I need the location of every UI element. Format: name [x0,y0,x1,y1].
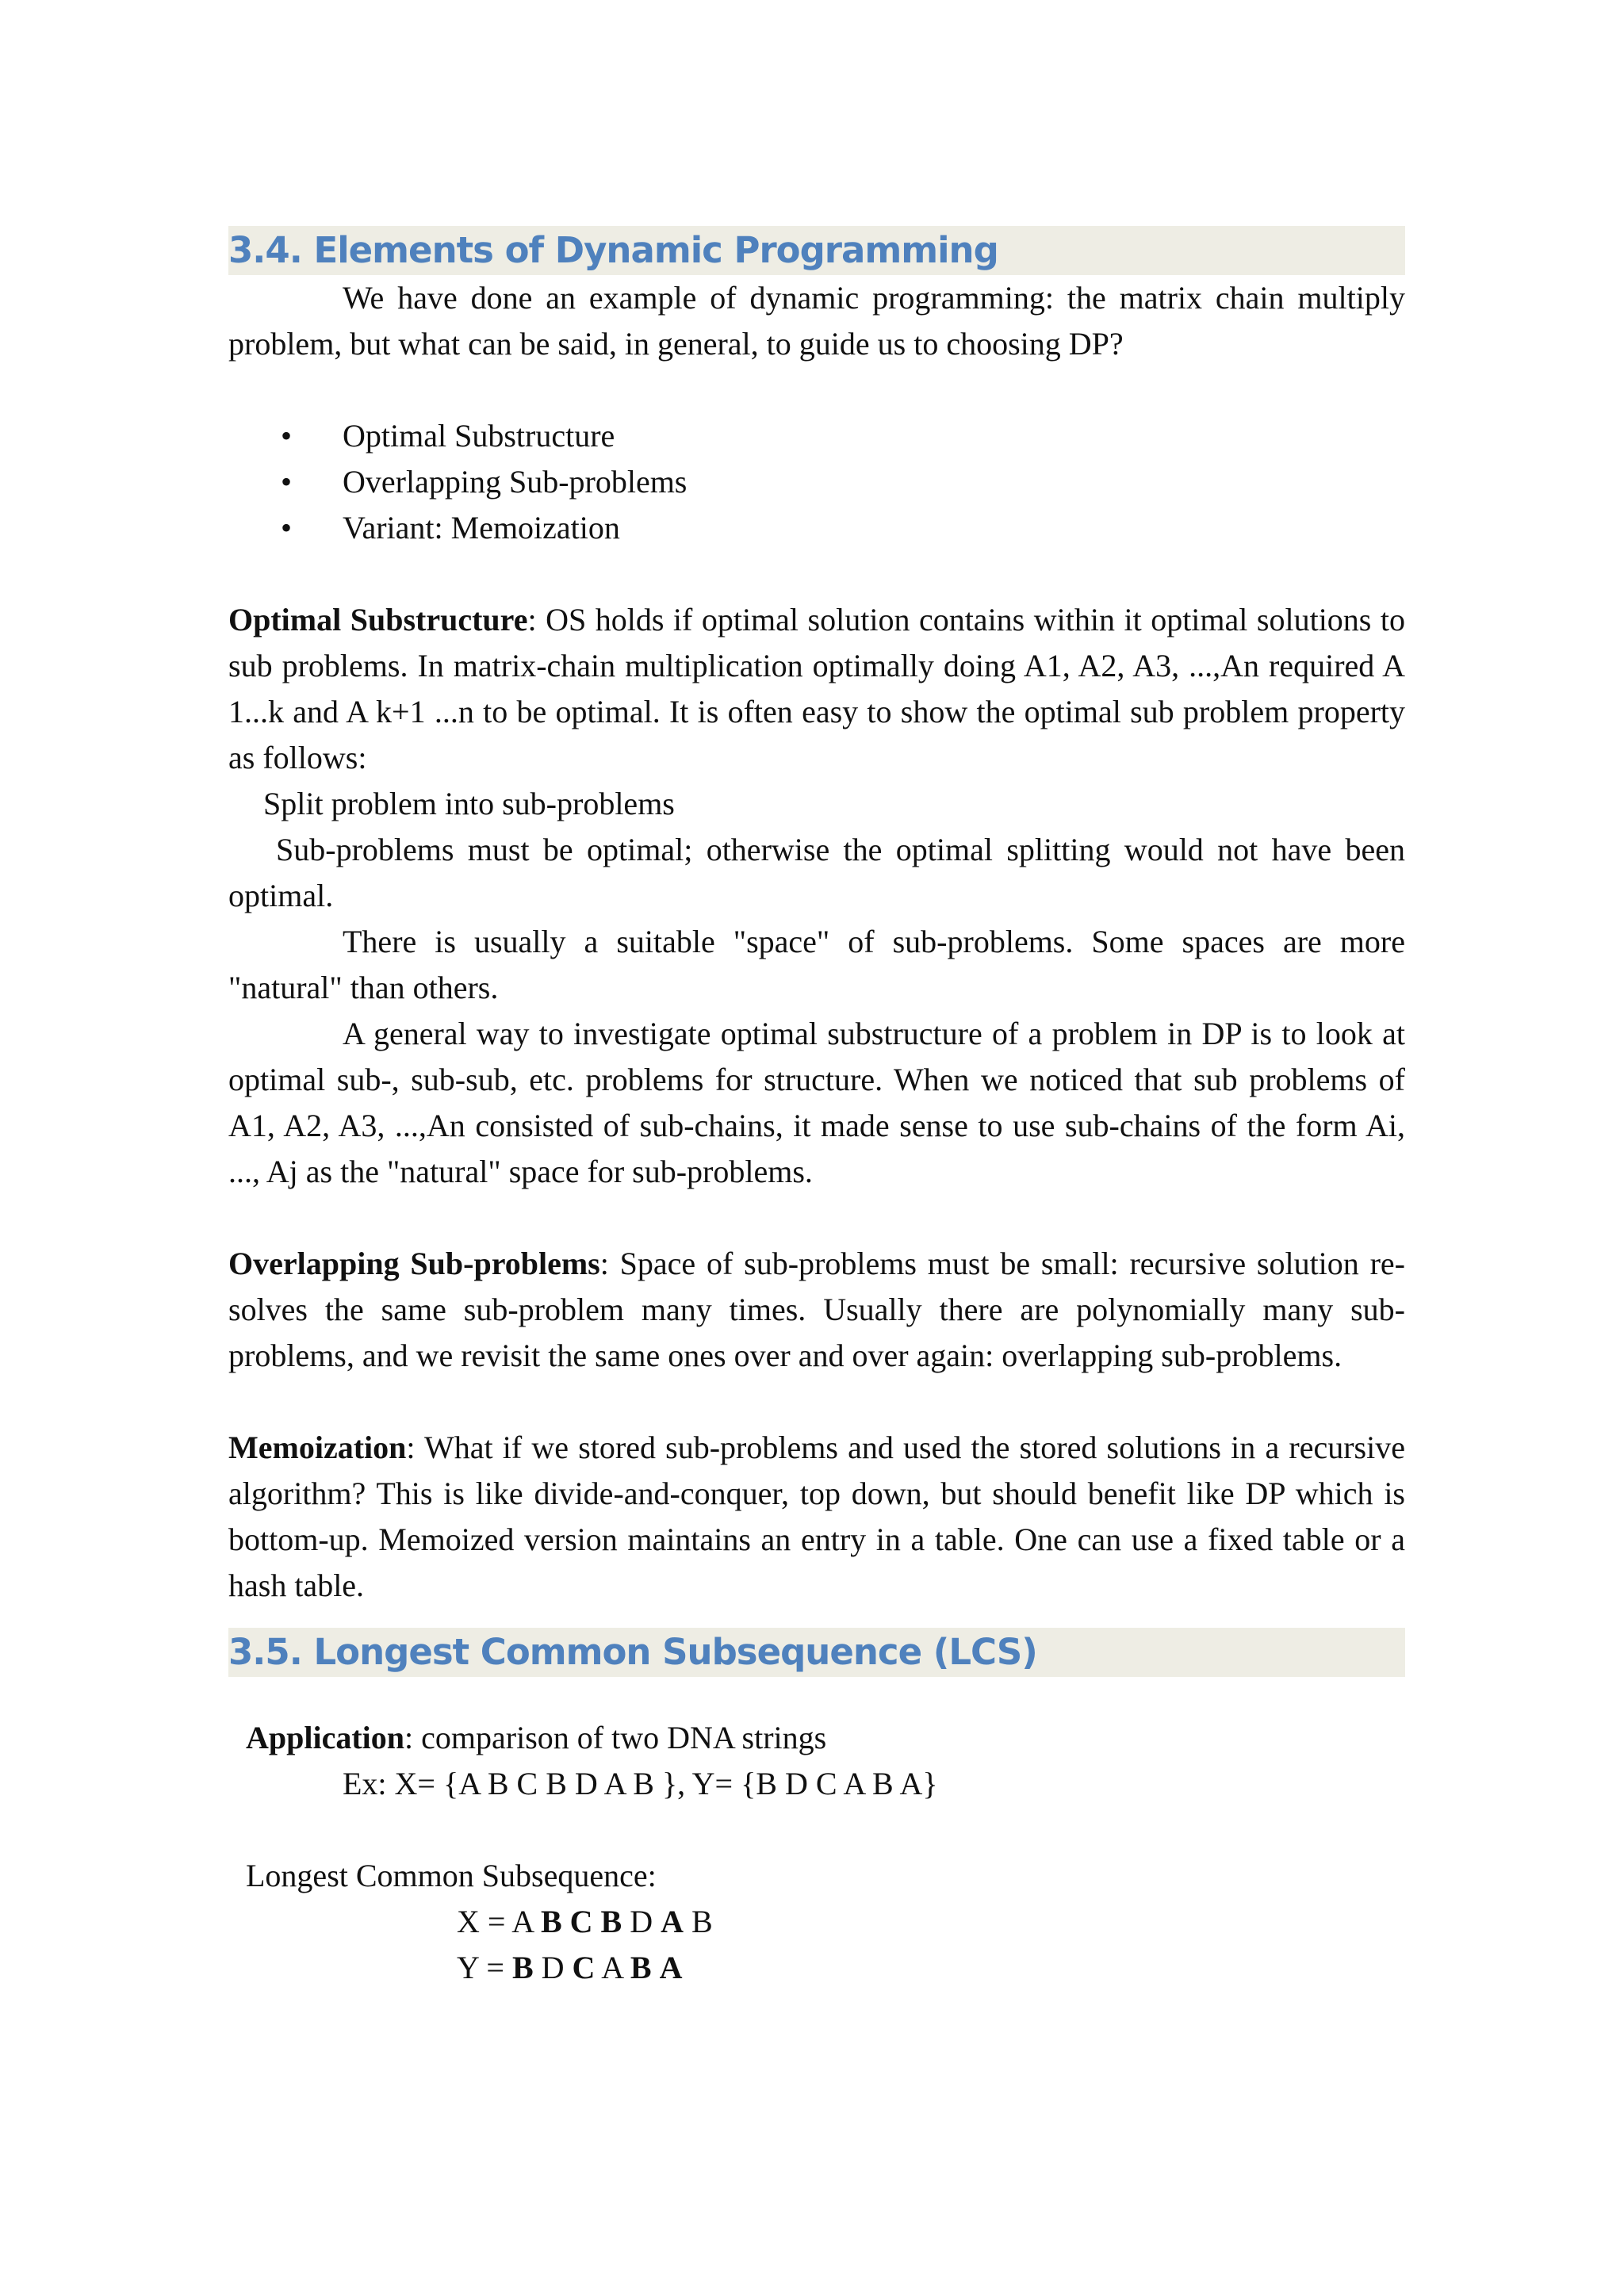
sequence-token: A [661,1904,684,1939]
list-item [228,505,1405,551]
bullet-icon: • [281,510,293,545]
section-heading-3-4: 3.4. Elements of Dynamic Programming [228,226,1405,275]
sequence-token: B [511,1950,534,1985]
sequence-x-prefix: X = [457,1904,512,1939]
sequence-token: B [540,1904,562,1939]
section-heading-3-5: 3.5. Longest Common Subsequence (LCS) [228,1628,1405,1677]
bullet-icon: • [281,464,293,500]
memoization-text: : What if we stored sub-problems and used the stored solutions in a recursive algorithm? This is like divide-and-conquer, top down, but should benefit like DP which is bottom-up. Memoized version maintains an entry in a table. One can use a fixed table or a hash table. [228,1430,1405,1603]
split-step: Split problem into sub-problems [263,786,675,821]
space-paragraph: There is usually a suitable "space" of sub-problems. Some spaces are more "natural" than others. [228,924,1405,1005]
application-line [228,1715,1405,1761]
optimal-substructure-text: : OS holds if optimal solution contains within it optimal solutions to sub problems. In matrix-chain multiplication optimally doing A1, A2, A3, ...,An required A 1...k and A k+1 ...n to be optimal. It is often easy to show the optimal sub problem property as follows: [228,602,1405,775]
overlapping-paragraph [228,1241,1405,1379]
term-optimal-substructure: Optimal Substructure [228,602,528,637]
sequence-y-tokens [512,1950,683,1985]
lcs-label: Longest Common Subsequence: [246,1858,657,1893]
list-item-label: Optimal Substructure [343,418,615,454]
elements-list [228,413,1405,551]
sequence-token: D [541,1950,565,1985]
sequence-token: B [630,1950,652,1985]
example-line: Ex: X= {A B C B D A B }, Y= {B D C A B A} [343,1766,938,1801]
spacer [228,1677,1405,1715]
memoization-paragraph [228,1425,1405,1609]
term-application: Application [246,1720,405,1755]
document-page [228,226,1405,1991]
list-item-label: Variant: Memoization [343,510,620,545]
list-item [228,413,1405,459]
spacer [228,1609,1405,1628]
sequence-x-tokens [511,1904,712,1939]
term-memoization: Memoization [228,1430,407,1465]
sequence-x [228,1899,1405,1945]
list-item [228,459,1405,505]
sequence-y-prefix: Y = [457,1950,512,1985]
sequence-token: B [600,1904,622,1939]
spacer [228,1195,1405,1241]
sequence-y [228,1945,1405,1991]
sequence-token: D [630,1904,653,1939]
sequence-token: A [511,1904,533,1939]
term-overlapping-subproblems: Overlapping Sub-problems [228,1246,600,1281]
sequence-token: B [691,1904,713,1939]
spacer [228,367,1405,413]
spacer [228,551,1405,597]
spacer [228,1807,1405,1853]
application-text: : comparison of two DNA strings [404,1720,827,1755]
sequence-token: A [659,1950,683,1985]
bullet-icon: • [281,418,293,454]
overlapping-text: : Space of sub-problems must be small: recursive solution re-solves the same sub-problem many times. Usually there are polynomially many sub-problems, and we revisit the same ones over and over again: overlapping sub-problems. [228,1246,1406,1373]
optimal-substructure-paragraph [228,597,1405,781]
list-item-label: Overlapping Sub-problems [343,464,688,500]
sequence-token: A [601,1950,622,1985]
optimal-step: Sub-problems must be optimal; otherwise the optimal splitting would not have been optimal. [228,832,1405,913]
sequence-token: C [572,1950,596,1985]
intro-paragraph: We have done an example of dynamic programming: the matrix chain multiply problem, but what can be said, in general, to guide us to choosing DP? [228,280,1405,362]
spacer [228,1379,1405,1425]
sequence-token: C [569,1904,593,1939]
general-paragraph: A general way to investigate optimal substructure of a problem in DP is to look at optimal sub-, sub-sub, etc. problems for structure. When we noticed that sub problems of A1, A2, A3, ...,An consisted of sub-chains, it made sense to use sub-chains of the form Ai, ..., Aj as the "natural" space for sub-problems. [228,1016,1405,1189]
